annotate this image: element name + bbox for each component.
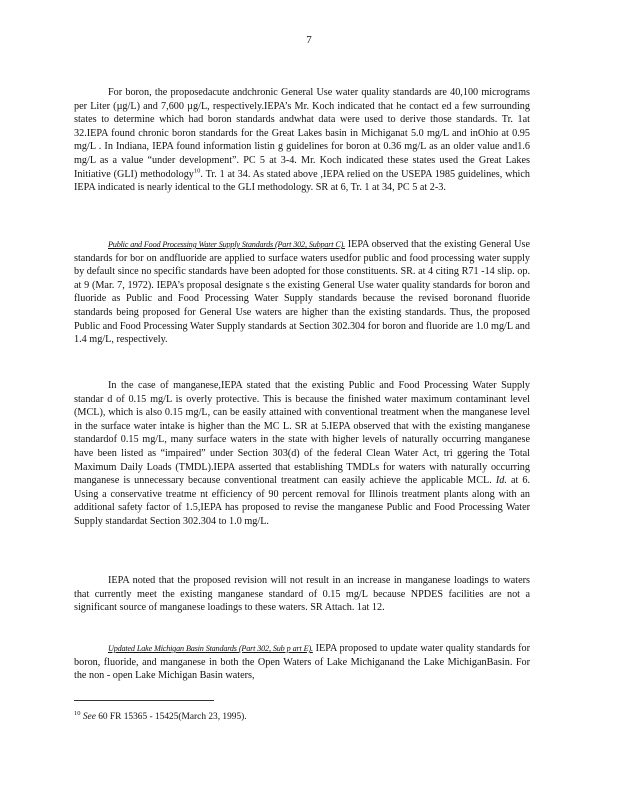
footnote-number: 10 xyxy=(74,709,81,717)
paragraph-text: In the case of manganese,IEPA stated that the existing Public and Food Processing Water Supply standar d of 0.15 mg/L is overly protective. This is because the finished water maximum contaminant level (MCL), which is also 0.15 mg/L, can be easily attained with conventional treatment when the manganese level in the surface water intake is higher than the MC L. SR at 5.IEPA observed that with the existing manganese standardof 0.15 mg/L, many surface waters in the state with higher levels of naturally occurring manganese have been listed as “impaired” under Section 303(d) of the federal Clean Water Act, tri ggering the Total Maximum Daily Loads (TMDL).IEPA asserted that establishing TMDLs for waters with naturally occurring manganese is unnecessary because conventional treatment can easily achieve the applicable MCL. xyxy=(74,380,530,487)
paragraph-lake-michigan xyxy=(74,642,530,683)
footnote-reference: 10 xyxy=(193,167,201,175)
section-heading: Public and Food Processing Water Supply Standards (Part 302, Subpart C). xyxy=(108,240,345,249)
section-heading: Updated Lake Michigan Basin Standards (Part 302, Sub p art E). xyxy=(108,644,313,653)
paragraph-manganese-loadings xyxy=(74,574,530,615)
footnote-see: See xyxy=(82,712,96,722)
paragraph-text: at 6. Using a conservative treatme nt efficiency of 90 percent removal for Illinois treatment plants along with an additional safety factor of 1.5,IEPA has proposed to revise the manganese Public and Food Processing Water Supply standardat Section 302.304 to 1.0 mg/L. xyxy=(74,475,531,527)
paragraph-text: For boron, the proposedacute andchronic General Use water quality standards are 40,100 micrograms per Liter (µg/L) and 7,600 µg/L, respectively.IEPA’s Mr. Koch indicated that he contact ed a few surrounding states to determine which had boron standards andwhat data were used to derive those standards. Tr. 1at 32.IEPA found chronic boron standards for the Great Lakes basin in Michiganat 5.0 mg/L and inOhio at 0.95 mg/L . In Indiana, IEPA found information listin g guidelines for boron at 0.36 mg/L as an older value and1.6 mg/L as a value “under development”. PC 5 at 3-4. Mr. Koch indicated these states used the Great Lakes Initiative (GLI) methodology xyxy=(74,87,530,180)
paragraph-text: IEPA noted that the proposed revision will not result in an increase in manganese loadings to waters that currently meet the existing manganese standard of 0.15 mg/L because NPDES facilities are not a significant source of manganese loadings to these waters. SR Attach. 1at 12. xyxy=(74,575,530,614)
id-citation: Id. xyxy=(495,475,507,487)
paragraph-manganese xyxy=(74,379,530,529)
paragraph-text: IEPA proposed to update water quality standards for boron, fluoride, and manganese in both the Open Waters of Lake Michiganand the Lake MichiganBasin. For the non - open Lake Michigan Basin waters, xyxy=(74,643,530,682)
footnote xyxy=(74,711,530,725)
paragraph-boron-standards xyxy=(74,86,530,195)
footnote-divider xyxy=(74,700,214,701)
paragraph-text: IEPA observed that the existing General Use standards for bor on andfluoride are applied to surface waters usedfor public and food processing water supply by default since no specific standards have been adopted for those constituents. SR. at 4 citing R71 -14 slip. op. at 9 (Mar. 7, 1972). IEPA’s proposal designate s the existing General Use water quality standards for boron and fluoride as Public and Food Processing Water Supply standards because the revised boronand fluoride standards being proposed for General Use waters are higher than the existing standards. Thus, the proposed Public and Food Processing Water Supply standards at Section 302.304 for boron and fluoride are 1.0 mg/L and 1.4 mg/L, respectively. xyxy=(74,239,530,346)
footnote-text: 60 FR 15365 - 15425(March 23, 1995). xyxy=(95,712,247,722)
page-number: 7 xyxy=(306,34,312,46)
paragraph-text: . Tr. 1 at 34. As stated above ,IEPA relied on the USEPA 1985 guidelines, which IEPA indicated is nearly identical to the GLI methodology. SR at 6, Tr. 1 at 34, PC 5 at 2-3. xyxy=(74,168,531,194)
paragraph-public-food-processing xyxy=(74,238,530,347)
